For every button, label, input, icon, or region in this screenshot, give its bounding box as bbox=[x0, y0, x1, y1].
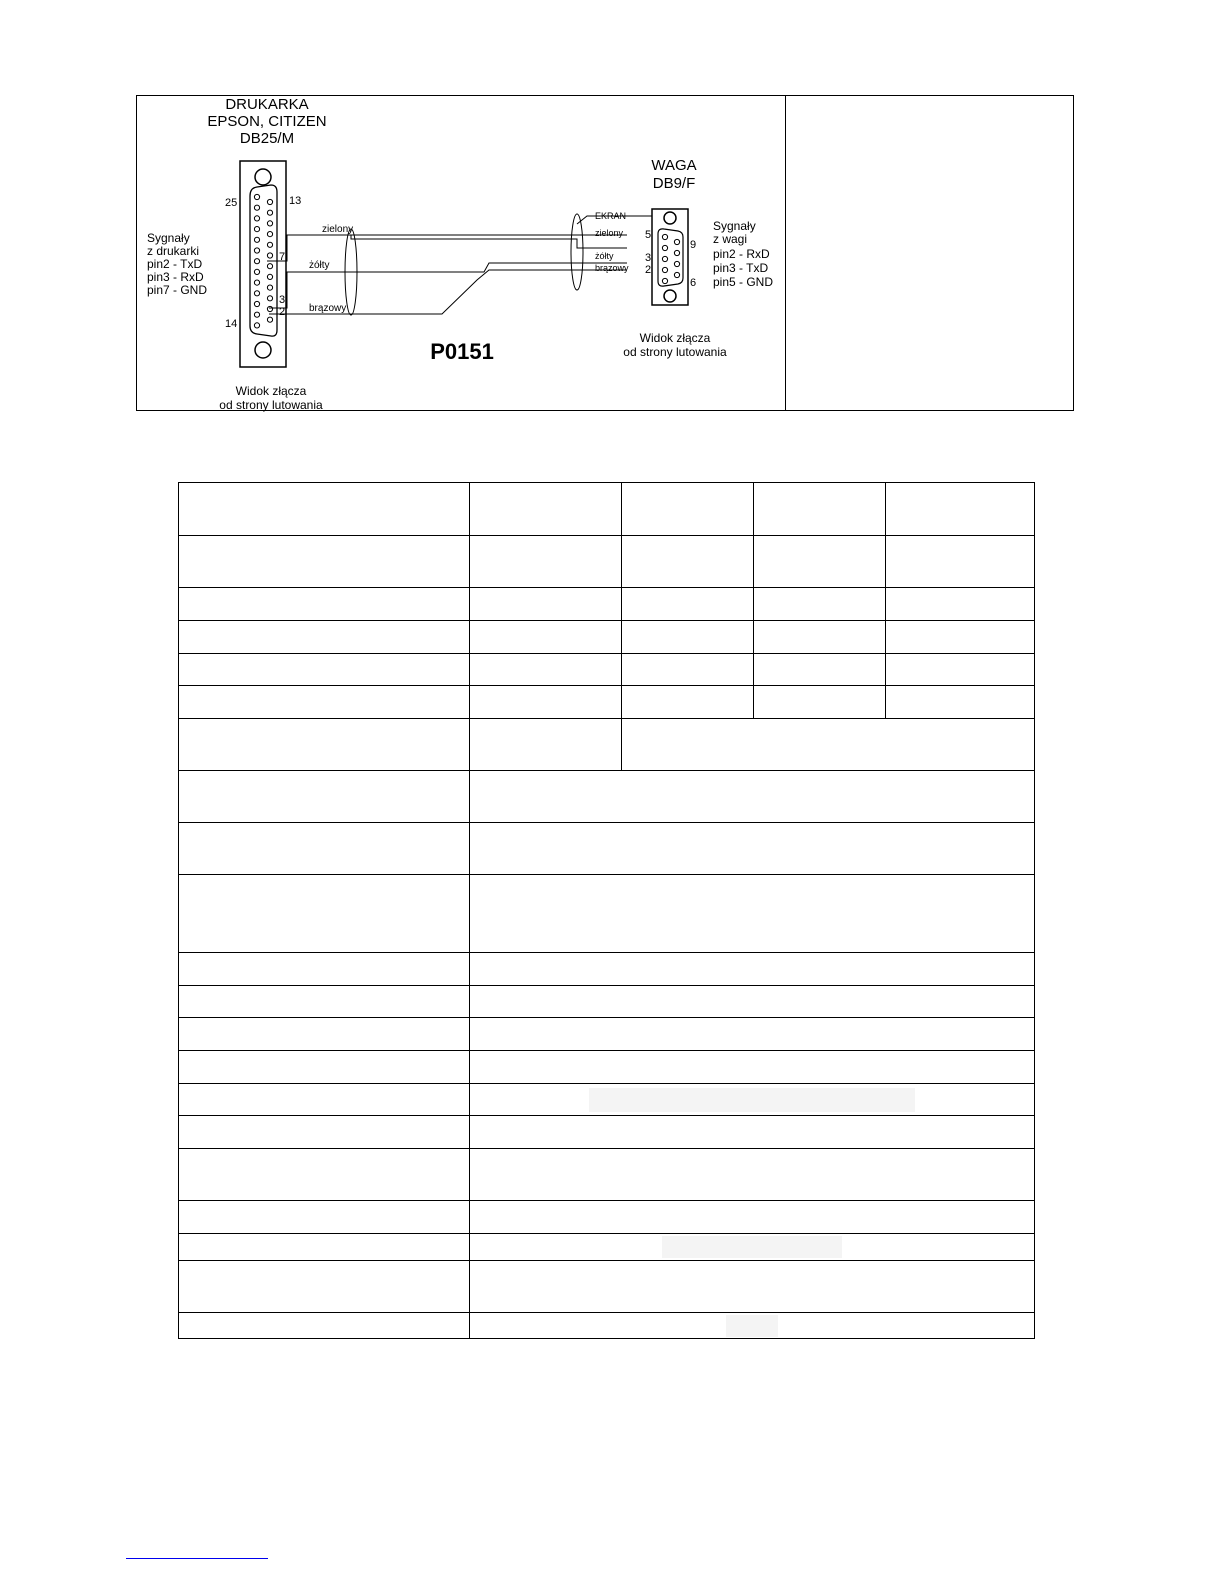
table-cell bbox=[179, 483, 470, 536]
db25-pin-25-label: 25 bbox=[225, 197, 238, 209]
db25-pin bbox=[254, 216, 259, 221]
table-cell bbox=[179, 953, 470, 986]
table-cell bbox=[754, 588, 886, 621]
db25-pin bbox=[267, 210, 272, 215]
spec-table bbox=[178, 482, 1035, 1339]
table-cell bbox=[470, 588, 622, 621]
wire-yellow-left-label: żółty bbox=[309, 260, 330, 271]
table-cell bbox=[754, 536, 886, 588]
table-cell bbox=[470, 1149, 1035, 1201]
db25-pin bbox=[254, 269, 259, 274]
wire-green-left-label: zielony bbox=[322, 224, 354, 235]
table-cell bbox=[179, 1201, 470, 1234]
table-row bbox=[179, 536, 1035, 588]
printer-signals-line-3: pin2 - TxD bbox=[147, 257, 203, 271]
db9-connector bbox=[652, 209, 688, 305]
db9-pin-2-label: 2 bbox=[645, 264, 652, 276]
redacted-value bbox=[662, 1236, 842, 1258]
table-cell bbox=[470, 686, 622, 719]
printer-models: EPSON, CITIZEN bbox=[207, 113, 327, 130]
db25-pin bbox=[267, 296, 272, 301]
db9-pin-5-label: 5 bbox=[645, 229, 652, 241]
wire-yellow-right-label: żółty bbox=[595, 251, 614, 261]
table-row bbox=[179, 1261, 1035, 1313]
table-row bbox=[179, 719, 1035, 771]
table-row bbox=[179, 1084, 1035, 1116]
table-cell bbox=[179, 621, 470, 654]
cable-code: P0151 bbox=[430, 339, 494, 364]
scale-title: WAGA bbox=[651, 157, 697, 174]
table-row bbox=[179, 1116, 1035, 1149]
table-cell bbox=[470, 1261, 1035, 1313]
table-cell bbox=[622, 686, 754, 719]
db25-pin-2-label: 2 bbox=[279, 306, 286, 318]
db25-pin-14-label: 14 bbox=[225, 318, 238, 330]
table-cell bbox=[886, 654, 1035, 686]
db25-pin bbox=[254, 237, 259, 242]
redacted-value bbox=[589, 1088, 915, 1112]
table-cell bbox=[886, 588, 1035, 621]
db25-pin bbox=[267, 285, 272, 290]
wire-brown-right-label: brązowy bbox=[595, 263, 629, 273]
table-cell bbox=[470, 771, 1035, 823]
table-cell bbox=[622, 483, 754, 536]
table-cell bbox=[179, 1149, 470, 1201]
table-row bbox=[179, 1201, 1035, 1234]
printer-signals-line-2: z drukarki bbox=[147, 244, 200, 258]
db25-pin bbox=[267, 199, 272, 204]
table-cell bbox=[622, 719, 1035, 771]
db9-view-note-line-2: od strony lutowania bbox=[623, 345, 727, 359]
table-cell bbox=[622, 536, 754, 588]
table-row bbox=[179, 1313, 1035, 1339]
table-cell bbox=[470, 1116, 1035, 1149]
redacted-value bbox=[726, 1315, 778, 1337]
table-cell bbox=[179, 588, 470, 621]
db25-pin bbox=[267, 242, 272, 247]
table-cell bbox=[470, 1018, 1035, 1051]
table-row bbox=[179, 1234, 1035, 1261]
table-cell bbox=[886, 483, 1035, 536]
table-row bbox=[179, 953, 1035, 986]
table-cell bbox=[470, 621, 622, 654]
table-cell bbox=[179, 986, 470, 1018]
wire-green-right-label: zielony bbox=[595, 228, 624, 238]
db9-view-note-line-1: Widok złącza bbox=[639, 331, 711, 345]
scale-signals-line-2: z wagi bbox=[713, 232, 748, 246]
table-cell bbox=[622, 588, 754, 621]
db25-pin bbox=[267, 274, 272, 279]
table-cell bbox=[470, 719, 622, 771]
table-row bbox=[179, 588, 1035, 621]
table-cell bbox=[179, 536, 470, 588]
table-row bbox=[179, 686, 1035, 719]
db25-pin-7-label: 7 bbox=[279, 251, 286, 263]
table-cell bbox=[754, 621, 886, 654]
wire-shield-label: EKRAN bbox=[595, 211, 627, 221]
table-cell bbox=[754, 483, 886, 536]
db25-pin bbox=[267, 264, 272, 269]
printer-title: DRUKARKA bbox=[225, 96, 309, 113]
scale-signals-line-3: pin2 - RxD bbox=[713, 247, 770, 261]
printer-connector: DB25/M bbox=[239, 130, 295, 147]
db25-pin bbox=[254, 312, 259, 317]
db9-pin-9-label: 9 bbox=[690, 239, 697, 251]
table-cell bbox=[179, 1313, 470, 1339]
db25-pin bbox=[254, 301, 259, 306]
table-cell bbox=[179, 1234, 470, 1261]
table-cell bbox=[179, 823, 470, 875]
table-cell bbox=[179, 771, 470, 823]
db25-view-note-line-1: Widok złącza bbox=[235, 384, 307, 398]
table-cell bbox=[470, 483, 622, 536]
db25-pin bbox=[254, 280, 259, 285]
db25-pin bbox=[267, 221, 272, 226]
table-cell bbox=[470, 875, 1035, 953]
db25-pin bbox=[254, 205, 259, 210]
db25-pin bbox=[254, 291, 259, 296]
table-row bbox=[179, 823, 1035, 875]
table-row bbox=[179, 986, 1035, 1018]
table-row bbox=[179, 483, 1035, 536]
printer-signals-line-5: pin7 - GND bbox=[147, 283, 208, 297]
table-row bbox=[179, 875, 1035, 953]
db25-pin-3-label: 3 bbox=[279, 294, 286, 306]
table-cell bbox=[179, 1051, 470, 1084]
table-cell bbox=[179, 719, 470, 771]
table-cell bbox=[470, 823, 1035, 875]
db25-pin bbox=[254, 248, 259, 253]
scale-signals-line-1: Sygnały bbox=[713, 219, 756, 233]
table-cell bbox=[179, 1116, 470, 1149]
table-row bbox=[179, 771, 1035, 823]
table-cell bbox=[470, 1234, 1035, 1261]
printer-signals bbox=[147, 231, 207, 297]
db25-pin bbox=[267, 306, 272, 311]
scale-signals-line-5: pin5 - GND bbox=[713, 275, 774, 289]
table-row bbox=[179, 621, 1035, 654]
table-row bbox=[179, 1018, 1035, 1051]
table-cell bbox=[179, 1261, 470, 1313]
table-cell bbox=[470, 953, 1035, 986]
table-cell bbox=[470, 1051, 1035, 1084]
wiring-diagram bbox=[137, 96, 1075, 412]
table-cell bbox=[470, 1313, 1035, 1339]
table-cell bbox=[470, 1201, 1035, 1234]
table-cell bbox=[179, 1018, 470, 1051]
scale-connector: DB9/F bbox=[652, 175, 696, 192]
db9-pin-3-label: 3 bbox=[645, 252, 652, 264]
table-cell bbox=[179, 654, 470, 686]
db25-pin bbox=[267, 253, 272, 258]
db25-pin bbox=[254, 227, 259, 232]
table-cell bbox=[886, 621, 1035, 654]
table-cell bbox=[470, 654, 622, 686]
wiring-diagram-frame bbox=[136, 95, 1074, 411]
db25-pin bbox=[267, 317, 272, 322]
table-cell bbox=[754, 686, 886, 719]
table-cell bbox=[754, 654, 886, 686]
table-row bbox=[179, 1149, 1035, 1201]
db25-connector bbox=[240, 161, 286, 367]
wire-brown-left-label: brązowy bbox=[309, 303, 347, 314]
scale-signals bbox=[713, 219, 773, 289]
table-cell bbox=[470, 536, 622, 588]
db25-pin bbox=[254, 323, 259, 328]
table-cell bbox=[179, 1084, 470, 1116]
printer-signals-line-4: pin3 - RxD bbox=[147, 270, 204, 284]
db25-pin bbox=[254, 194, 259, 199]
db25-view-note-line-2: od strony lutowania bbox=[219, 398, 323, 412]
db25-pin bbox=[267, 232, 272, 237]
table-cell bbox=[470, 986, 1035, 1018]
table-cell bbox=[886, 536, 1035, 588]
table-cell bbox=[622, 621, 754, 654]
table-cell bbox=[179, 875, 470, 953]
table-cell bbox=[470, 1084, 1035, 1116]
db9-pin-6-label: 6 bbox=[690, 277, 697, 289]
db25-pin-13-label: 13 bbox=[289, 195, 302, 207]
table-cell bbox=[622, 654, 754, 686]
table-row bbox=[179, 1051, 1035, 1084]
printer-signals-line-1: Sygnały bbox=[147, 231, 190, 245]
table-cell bbox=[886, 686, 1035, 719]
scale-signals-line-4: pin3 - TxD bbox=[713, 261, 769, 275]
table-cell bbox=[179, 686, 470, 719]
footer-link-underline[interactable] bbox=[126, 1558, 268, 1559]
table-row bbox=[179, 654, 1035, 686]
db25-pin bbox=[254, 259, 259, 264]
